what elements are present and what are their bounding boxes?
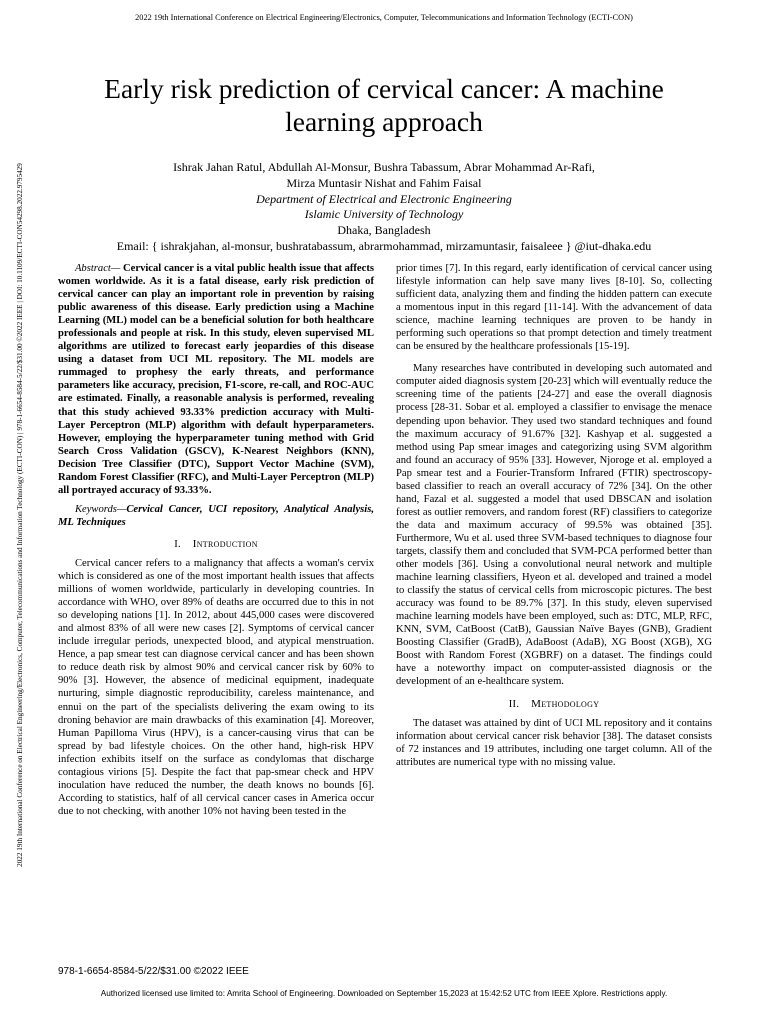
side-margin-citation: 2022 19th International Conference on Electrical Engineering/Electronics, Computer, Telecommunications and Information Technology (ECTI-CON) | 978-1-6654-8584-5/22/$31.00 ©2022 IEEE | DOI: 10.1109/ECTI-CON54298.2022.9795429 xyxy=(16,163,24,867)
paper-title xyxy=(40,72,728,138)
title-line-2: learning approach xyxy=(285,106,483,137)
section2-number: II. xyxy=(508,698,520,710)
intro-paragraph-2: Many researches have contributed in developing such automated and computer aided diagnosis system [20-23] which will eventually reduce the screening time of the patients [24-27] and ease the overall diagnosis process [28-31. Sobar et al. employed a classifier to envisage the menace depending upon behavior. They used two standard techniques and found the maximum accuracy of 91.67% [32]. Kashyap et al. suggested a method using Pap smear images and categorizing using SVM algorithm and found an accuracy of 95% [33]. However, Njoroge et al. employed a Pap smear test and a Fourier-Transform Infrared (FTIR) spectroscopy-based classifier to reach an overall accuracy of 72% [34]. On the other hand, Fazal et al. suggested a model that used DBSCAN and isolation forest as outlier removers, and random forest (RF) classifiers to categorize the data and maximum accuracy of 99.5% was obtained [35]. Furthermore, Wu et al. used three SVM-based techniques to diagnose four targets, classify them and concluded that SVM-PCA performed better than other models [36]. Using a convolutional neural network and multiple machine learning classifiers, Hyeon et al. developed and trained a model to classify the status of cervical cells from microscopic pictures. The best accuracy was found to be 89.7% [37]. In this study, eleven supervised machine learning models have been employed, such as: DTC, MLP, RFC, KNN, SVM, CatBoost (CatB), Gaussian Naïve Bayes (GNB), Gradient Boosting Classifier (GradB), AdaBoost (AdaB), XG Boost (XGB), XG Boost with Random Forest (XGBRF) on a dataset. The findings could have a noteworthy impact on computer-assisted diagnosis or the development of an e-healthcare system. xyxy=(396,363,712,688)
abstract-label: Abstract— xyxy=(74,263,121,274)
keywords xyxy=(58,503,374,529)
intro-paragraph-1-continued: prior times [7]. In this regard, early identification of cervical cancer using lifestyle information can help save many lives [8-10]. So, collecting sufficient data, analyzing them and finding the hidden pattern can execute a momentous input in this regard [11-14]. With the advancement of data science, machine learning techniques are proven to be handy in performing such operations so that prompt detection and timely treatment can be ensured by the healthcare professionals [15-19]. xyxy=(396,263,712,353)
section2-title: Methodology xyxy=(531,697,600,710)
left-column xyxy=(58,262,374,818)
intro-paragraph-1: Cervical cancer refers to a malignancy that affects a woman's cervix which is considered as one of the most important health issues that affects millions of women worldwide, particularly in developing countries. In accordance with WHO, over 89% of deaths are occurred due to this in not so developing nations [1]. In 2012, about 445,000 cases were discovered and almost 83% of all were new cases [2]. Symptoms of cervical cancer include irregular periods, unexpected blood, and atypical menstruation. Hence, a pap smear test can diagnose cervical cancer and has been shown to reduce death risk by almost 90% and cervical cancer risk by 60% to 90% [3]. However, the absence of medicinal equipment, inadequate nurturing, simple diagnostic reproducibility, careless maintenance, and ennui on the part of the specialists delivering the exam owing to its droning behavior are main drawbacks of this examination [4]. Moreover, Human Papilloma Virus (HPV), is a cancer-causing virus that can be spread by bad lifestyle choices. On the other hand, high-risk HPV infection exhibits itself on the surface as condylomas that discharge contagious virions [5]. Despite the fact that pap-smear check and HPV inoculation have reduced the number, the death knows no bounds [6]. According to statistics, half of all cervical cancer cases in America occur due to not checking, with another 10% not having been tested in the xyxy=(58,557,374,817)
keywords-label: Keywords— xyxy=(74,503,127,515)
location: Dhaka, Bangladesh xyxy=(337,223,431,238)
section1-title: Introduction xyxy=(192,537,258,550)
university: Islamic University of Technology xyxy=(304,207,464,222)
right-column xyxy=(396,262,712,769)
authors-line-1: Ishrak Jahan Ratul, Abdullah Al-Monsur, Bushra Tabassum, Abrar Mohammad Ar-Rafi, xyxy=(173,160,595,174)
abstract xyxy=(58,262,374,497)
section-heading-methodology xyxy=(396,698,712,711)
section1-number: I. xyxy=(174,538,181,550)
methodology-paragraph-1: The dataset was attained by dint of UCI ML repository and it contains information about cervical cancer risk behavior [38]. The dataset consists of 72 instances and 19 attributes, including one target column. All of the attributes are numerical type with no missing value. xyxy=(396,717,712,768)
title-line-1: Early risk prediction of cervical cancer: A machine xyxy=(104,73,664,104)
footer-price: 978-1-6654-8584-5/22/$31.00 ©2022 IEEE xyxy=(58,966,249,977)
authors-line-2: Mirza Muntasir Nishat and Fahim Faisal xyxy=(286,175,482,190)
abstract-text: Cervical cancer is a vital public health issue that affects women worldwide. As it is a fatal disease, early risk prediction of cervical cancer can play an important role in prevention by raising public awareness of this disease. Early prediction using a Machine Learning (ML) model can be a beneficial solution for both healthcare professionals and people at risk. In this study, eleven supervised ML algorithms are utilized to forecast early jeopardies of this disease using a dataset from UCI ML repository. The ML models are rummaged to prophesy the early threats, and performance parameters like accuracy, precision, F1-score, re-call, and ROC-AUC are estimated. Finally, a reasonable analysis is performed, revealing that this study achieved 93.33% prediction accuracy with Multi-Layer Perceptron (MLP) algorithm with default hyperparameters. However, employing the hyperparameter tuning method with Grid Search Cross Validation (GSCV), K-Nearest Neighbors (KNN), Decision Tree Classifier (DTC), Support Vector Machine (SVM), Random Forest Classifier (RFC), and Multi-Layer Perceptron (MLP) all portrayed accuracy of 93.33%. xyxy=(58,263,374,496)
section-heading-introduction xyxy=(58,538,374,551)
author-block xyxy=(40,160,728,255)
conference-header: 2022 19th International Conference on Electrical Engineering/Electronics, Computer, Telecommunications and Information Technology (ECTI-CON) xyxy=(135,13,633,22)
department: Department of Electrical and Electronic Engineering xyxy=(256,191,512,206)
email: Email: { ishrakjahan, al-monsur, bushratabassum, abrarmohammad, mirzamuntasir, faisaleee } @iut-dhaka.edu xyxy=(116,238,652,253)
footer-license: Authorized licensed use limited to: Amrita School of Engineering. Downloaded on September 15,2023 at 15:42:52 UTC from IEEE Xplore. Restrictions apply. xyxy=(100,989,668,998)
keywords-text: Cervical Cancer, UCI repository, Analytical Analysis, ML Techniques xyxy=(58,503,374,528)
